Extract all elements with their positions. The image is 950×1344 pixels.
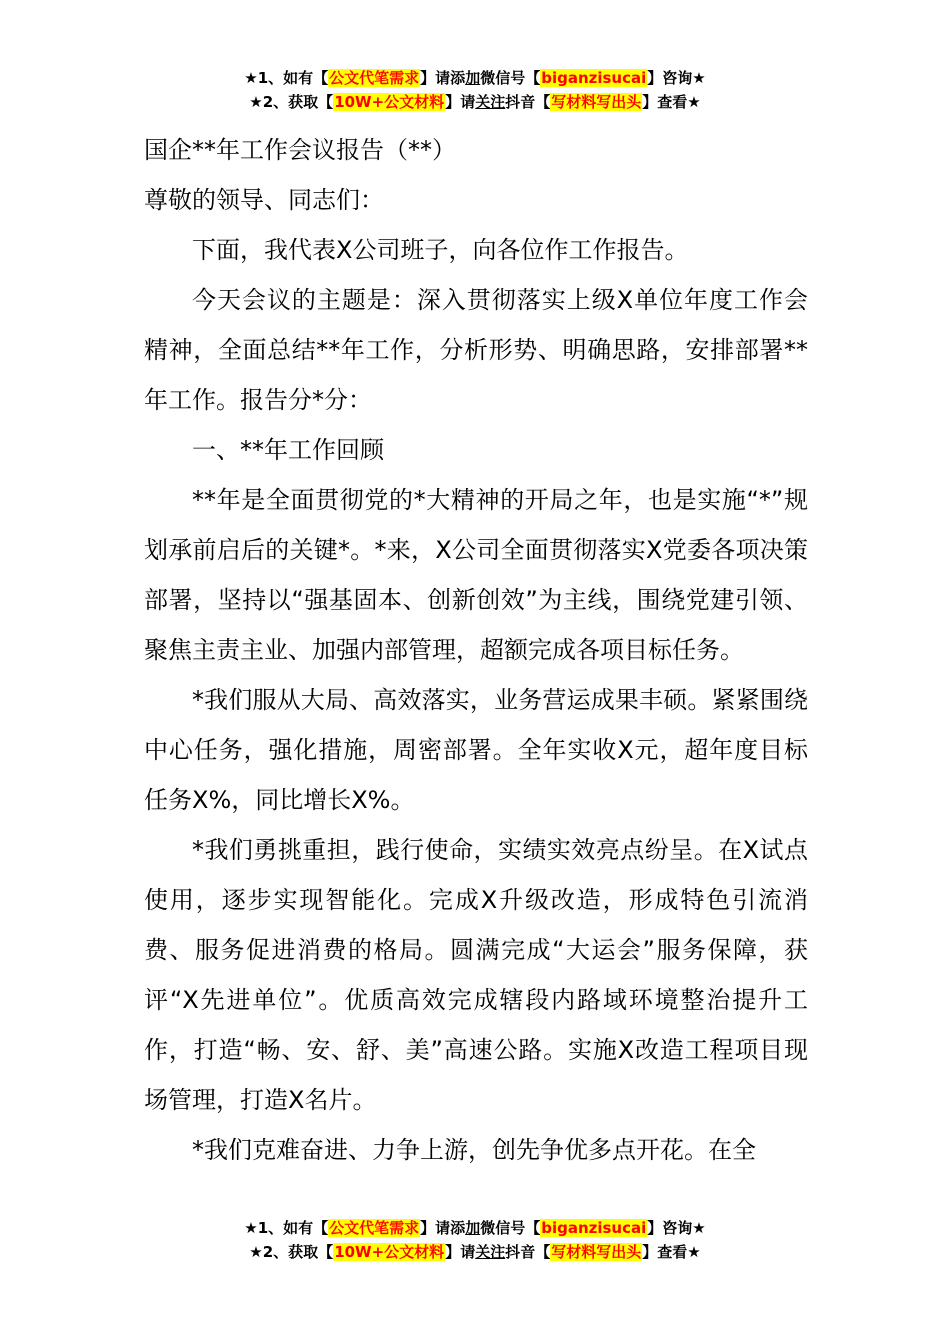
banner-underline: 关注 bbox=[475, 1243, 506, 1261]
banner-underline: 加 bbox=[465, 69, 481, 87]
banner-text: ★2、获取【 bbox=[249, 1243, 334, 1261]
banner-text: ★1、如有【 bbox=[244, 1219, 329, 1237]
banner-line-1 bbox=[0, 1216, 950, 1240]
paragraph: *我们服从大局、高效落实，业务营运成果丰硕。紧紧围绕中心任务，强化措施，周密部署。全年实收X元，超年度目标任务X%，同比增长X%。 bbox=[144, 686, 808, 814]
section-heading: 一、**年工作回顾 bbox=[192, 436, 384, 464]
document-title: 国企**年工作会议报告（**） bbox=[144, 136, 456, 164]
banner-text: 】请 bbox=[445, 93, 476, 111]
banner-text: 】咨询★ bbox=[647, 69, 706, 87]
banner-highlight: 10W+公文材料 bbox=[334, 1243, 445, 1261]
banner-text: ★2、获取【 bbox=[249, 93, 334, 111]
banner-highlight: 公文代笔需求 bbox=[329, 69, 420, 87]
header-banner bbox=[0, 66, 950, 114]
footer-banner bbox=[0, 1216, 950, 1264]
banner-text: 】请 bbox=[445, 1243, 476, 1261]
banner-text: 微信号【 bbox=[480, 1219, 541, 1237]
banner-text: 】咨询★ bbox=[647, 1219, 706, 1237]
banner-highlight: 10W+公文材料 bbox=[334, 93, 445, 111]
banner-underline: 关注 bbox=[475, 93, 506, 111]
banner-text: 】查看★ bbox=[642, 1243, 701, 1261]
banner-highlight: 写材料写出头 bbox=[551, 93, 642, 111]
banner-text: ★1、如有【 bbox=[244, 69, 329, 87]
paragraph: **年是全面贯彻党的*大精神的开局之年，也是实施“*”规划承前启后的关键*。*来，X公司全面贯彻落实X党委各项决策部署，坚持以“强基固本、创新创效”为主线，围绕党建引领、聚焦主责主业、加强内部管理，超额完成各项目标任务。 bbox=[144, 486, 808, 664]
banner-highlight: biganzisucai bbox=[541, 1219, 647, 1237]
paragraph: *我们克难奋进、力争上游，创先争优多点开花。在全 bbox=[192, 1136, 756, 1164]
banner-line-2 bbox=[0, 90, 950, 114]
banner-text: 】请添 bbox=[420, 69, 466, 87]
banner-text: 】请添 bbox=[420, 1219, 466, 1237]
banner-text: 抖音【 bbox=[505, 1243, 551, 1261]
document-body bbox=[144, 125, 808, 1175]
banner-underline: 加 bbox=[465, 1219, 481, 1237]
banner-highlight: biganzisucai bbox=[541, 69, 647, 87]
salutation: 尊敬的领导、同志们： bbox=[144, 186, 384, 214]
paragraph: 今天会议的主题是：深入贯彻落实上级X单位年度工作会精神，全面总结**年工作，分析形势、明确思路，安排部署**年工作。报告分*分： bbox=[144, 286, 808, 414]
banner-text: 】查看★ bbox=[642, 93, 701, 111]
banner-line-2 bbox=[0, 1240, 950, 1264]
banner-text: 微信号【 bbox=[480, 69, 541, 87]
banner-line-1 bbox=[0, 66, 950, 90]
paragraph: 下面，我代表X公司班子，向各位作工作报告。 bbox=[192, 236, 689, 264]
paragraph: *我们勇挑重担，践行使命，实绩实效亮点纷呈。在X试点使用，逐步实现智能化。完成X升级改造，形成特色引流消费、服务促进消费的格局。圆满完成“大运会”服务保障，获评“X先进单位”。优质高效完成辖段内路域环境整治提升工作，打造“畅、安、舒、美”高速公路。实施X改造工程项目现场管理，打造X名片。 bbox=[144, 836, 808, 1114]
banner-text: 抖音【 bbox=[505, 93, 551, 111]
banner-highlight: 公文代笔需求 bbox=[329, 1219, 420, 1237]
banner-highlight: 写材料写出头 bbox=[551, 1243, 642, 1261]
